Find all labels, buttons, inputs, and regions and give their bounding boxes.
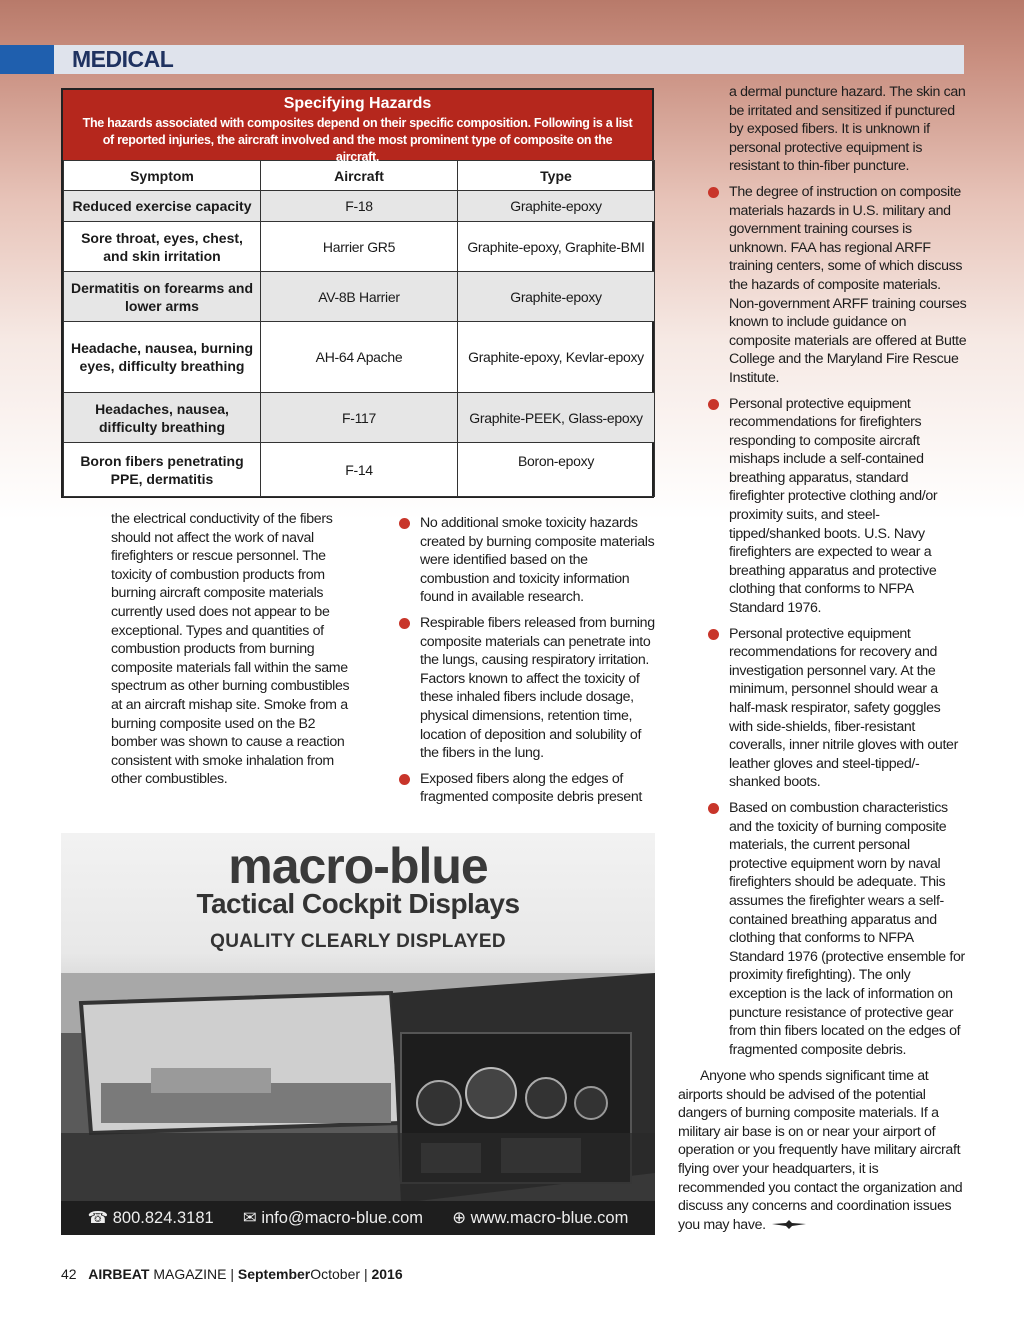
footer-year: 2016 bbox=[371, 1266, 403, 1282]
header-symptom: Symptom bbox=[64, 161, 261, 191]
footer-month-1: September bbox=[237, 1266, 311, 1282]
page-footer bbox=[61, 1266, 403, 1282]
ad-website[interactable]: ⊕ www.macro-blue.com bbox=[452, 1209, 629, 1227]
closing-paragraph-container bbox=[678, 1067, 968, 1234]
list-item bbox=[420, 514, 660, 607]
ad-brand-logo: macro-blue bbox=[228, 838, 488, 894]
list-item-text: Exposed fibers along the edges of fragmented composite debris present bbox=[420, 770, 642, 806]
sidebar-description: The hazards associated with composites depend on their specific composition. Following is a list of reported injuries, the aircraft involved and the most prominent type of composite on the aircraft. bbox=[82, 116, 633, 164]
list-item-text: Personal protective equipment recommendations for recovery and investigation personnel vary. At the minimum, personnel should wear a half-mask respirator, safety goggles with side-shields, fiber-resistant coveralls, inner nitrile gloves with outer leather gloves and steel-tipped/-shanked boots. bbox=[729, 625, 958, 791]
footer-separator: | bbox=[363, 1266, 368, 1282]
table-row bbox=[64, 222, 655, 272]
phone-icon: ☎ bbox=[87, 1209, 113, 1227]
aircraft-cell: Harrier GR5 bbox=[261, 222, 458, 272]
list-item bbox=[729, 395, 967, 618]
column-2 bbox=[420, 514, 660, 814]
cockpit-photo-icon bbox=[61, 973, 655, 1203]
bullet-dot-icon bbox=[399, 774, 410, 785]
aircraft-cell: AV-8B Harrier bbox=[261, 272, 458, 322]
footer-separator: | bbox=[230, 1266, 234, 1282]
symptom-cell: Sore throat, eyes, chest, and skin irritation bbox=[64, 222, 261, 272]
aircraft-cell: F-14 bbox=[261, 443, 458, 497]
header-type: Type bbox=[458, 161, 655, 191]
bullet-dot-icon bbox=[708, 629, 719, 640]
bullet-list bbox=[420, 514, 660, 807]
sidebar-header bbox=[63, 90, 652, 164]
aircraft-cell: AH-64 Apache bbox=[261, 322, 458, 393]
hazards-table bbox=[63, 160, 655, 497]
header-aircraft: Aircraft bbox=[261, 161, 458, 191]
column-1 bbox=[111, 510, 351, 789]
ad-tagline: QUALITY CLEARLY DISPLAYED bbox=[210, 931, 506, 952]
table-row bbox=[64, 272, 655, 322]
advertisement[interactable] bbox=[61, 833, 655, 1235]
bullet-dot-icon bbox=[708, 399, 719, 410]
section-color-block bbox=[0, 45, 54, 74]
bullet-dot-icon bbox=[708, 803, 719, 814]
ad-headline: Tactical Cockpit Displays bbox=[196, 888, 520, 919]
ad-phone[interactable]: ☎ 800.824.3181 bbox=[87, 1209, 214, 1227]
closing-paragraph bbox=[678, 1067, 968, 1234]
section-header bbox=[0, 45, 964, 74]
list-item-text: Respirable fibers released from burning composite materials can penetrate into the lungs, causing respiratory irritation. Factors known to affect the toxicity of these inhaled fibers include dosage, physical dimensions, retention time, location of deposition and solubility of the fibers in the lung. bbox=[420, 614, 655, 762]
list-item bbox=[420, 770, 660, 807]
type-cell: Graphite-epoxy bbox=[458, 191, 655, 222]
list-item bbox=[729, 799, 967, 1059]
sidebar-title: Specifying Hazards bbox=[283, 95, 432, 112]
type-cell: Graphite-PEEK, Glass-epoxy bbox=[458, 393, 655, 443]
section-label: MEDICAL bbox=[72, 46, 174, 72]
list-item bbox=[729, 183, 967, 388]
list-item-text: No additional smoke toxicity hazards created by burning composite materials were identified based on the combustion and toxicity information found in available research. bbox=[420, 515, 655, 606]
list-item-text: The degree of instruction on composite materials hazards in U.S. military and government training courses is unknown. FAA has regional ARFF training centers, some of which discuss the hazards of composite materials. Non-government ARFF training courses known to include guidance on composite materials are offered at Butte College and the Maryland Fire Rescue Institute. bbox=[729, 183, 967, 386]
symptom-cell: Headache, nausea, burning eyes, difficulty breathing bbox=[64, 322, 261, 393]
type-cell: Graphite-epoxy, Kevlar-epoxy bbox=[458, 322, 655, 393]
ad-contact-bar bbox=[61, 1201, 655, 1235]
table-row bbox=[64, 393, 655, 443]
table-row bbox=[64, 191, 655, 222]
symptom-cell: Boron fibers penetrating PPE, dermatitis bbox=[64, 443, 261, 497]
aircraft-cell: F-117 bbox=[261, 393, 458, 443]
type-cell: Graphite-epoxy, Graphite-BMI bbox=[458, 222, 655, 272]
bullet-dot-icon bbox=[708, 187, 719, 198]
bullet-dot-icon bbox=[399, 618, 410, 629]
body-paragraph: the electrical conductivity of the fibers should not affect the work of naval firefighters or rescue personnel. The toxicity of combustion products from burning aircraft composite materials currently used does not appear to be exceptional. Types and quantities of combustion products from burning composite materials fall within the same spectrum as other burning combustibles at an aircraft mishap site. Smoke from a burning composite used on the B2 bomber was shown to cause a reaction consistent with smoke inhalation from other combustibles. bbox=[111, 511, 350, 788]
list-item-text: Personal protective equipment recommendations for firefighters responding to composite aircraft mishaps include a self-contained breathing apparatus, standard firefighter protective clothing and/or proximity suits, and steel-tipped/shanked boots. U.S. Navy firefighters are expected to wear a breathing apparatus and protective clothing that conforms to NFPA Standard 1976. bbox=[729, 395, 938, 617]
column-3 bbox=[729, 83, 967, 1066]
mail-icon: ✉ bbox=[242, 1209, 262, 1227]
page-number: 42 bbox=[61, 1266, 77, 1282]
globe-icon: ⊕ bbox=[452, 1209, 471, 1227]
table-row bbox=[64, 322, 655, 393]
table-row bbox=[64, 443, 655, 497]
list-item bbox=[420, 614, 660, 763]
footer-magazine: MAGAZINE bbox=[153, 1266, 227, 1282]
symptom-cell: Dermatitis on forearms and lower arms bbox=[64, 272, 261, 322]
bullet-dot-icon bbox=[399, 518, 410, 529]
hazards-sidebar bbox=[61, 88, 654, 498]
type-cell: Graphite-epoxy bbox=[458, 272, 655, 322]
end-mark-icon bbox=[772, 1220, 806, 1230]
aircraft-cell: F-18 bbox=[261, 191, 458, 222]
symptom-cell: Headaches, nausea, difficulty breathing bbox=[64, 393, 261, 443]
closing-text: Anyone who spends significant time at airports should be advised of the potential dangers of burning composite materials. If a military air base is on or near your airport of operation or you frequently have military aircraft flying over your headquarters, it is recommended you contact the organization and discuss any concerns and coordination issues you may have. bbox=[678, 1068, 963, 1233]
bullet-list bbox=[729, 183, 967, 1059]
list-item bbox=[729, 625, 967, 792]
ad-email[interactable]: ✉ info@macro-blue.com bbox=[242, 1209, 423, 1227]
symptom-cell: Reduced exercise capacity bbox=[64, 191, 261, 222]
list-item-text: Based on combustion characteristics and the toxicity of burning composite materials, the current personal protective equipment worn by naval firefighters should be adequate. This assumes the firefighter wears a self-contained breathing apparatus and clothing that conforms to NFPA Standard 1976 (protective ensemble for proximity firefighting). The only exception is the lack of information on puncture resistance of protective gear from thin fibers located on the edges of fragmented composite debris. bbox=[729, 799, 965, 1058]
footer-brand: AIRBEAT bbox=[88, 1266, 150, 1282]
type-cell: Boron-epoxy bbox=[458, 443, 655, 497]
body-paragraph: a dermal puncture hazard. The skin can be irritated and sensitized if punctured by exposed fibers. It is unknown if personal protective equipment is resistant to thin-fiber puncture. bbox=[729, 84, 966, 175]
footer-month-2: October bbox=[310, 1266, 361, 1282]
